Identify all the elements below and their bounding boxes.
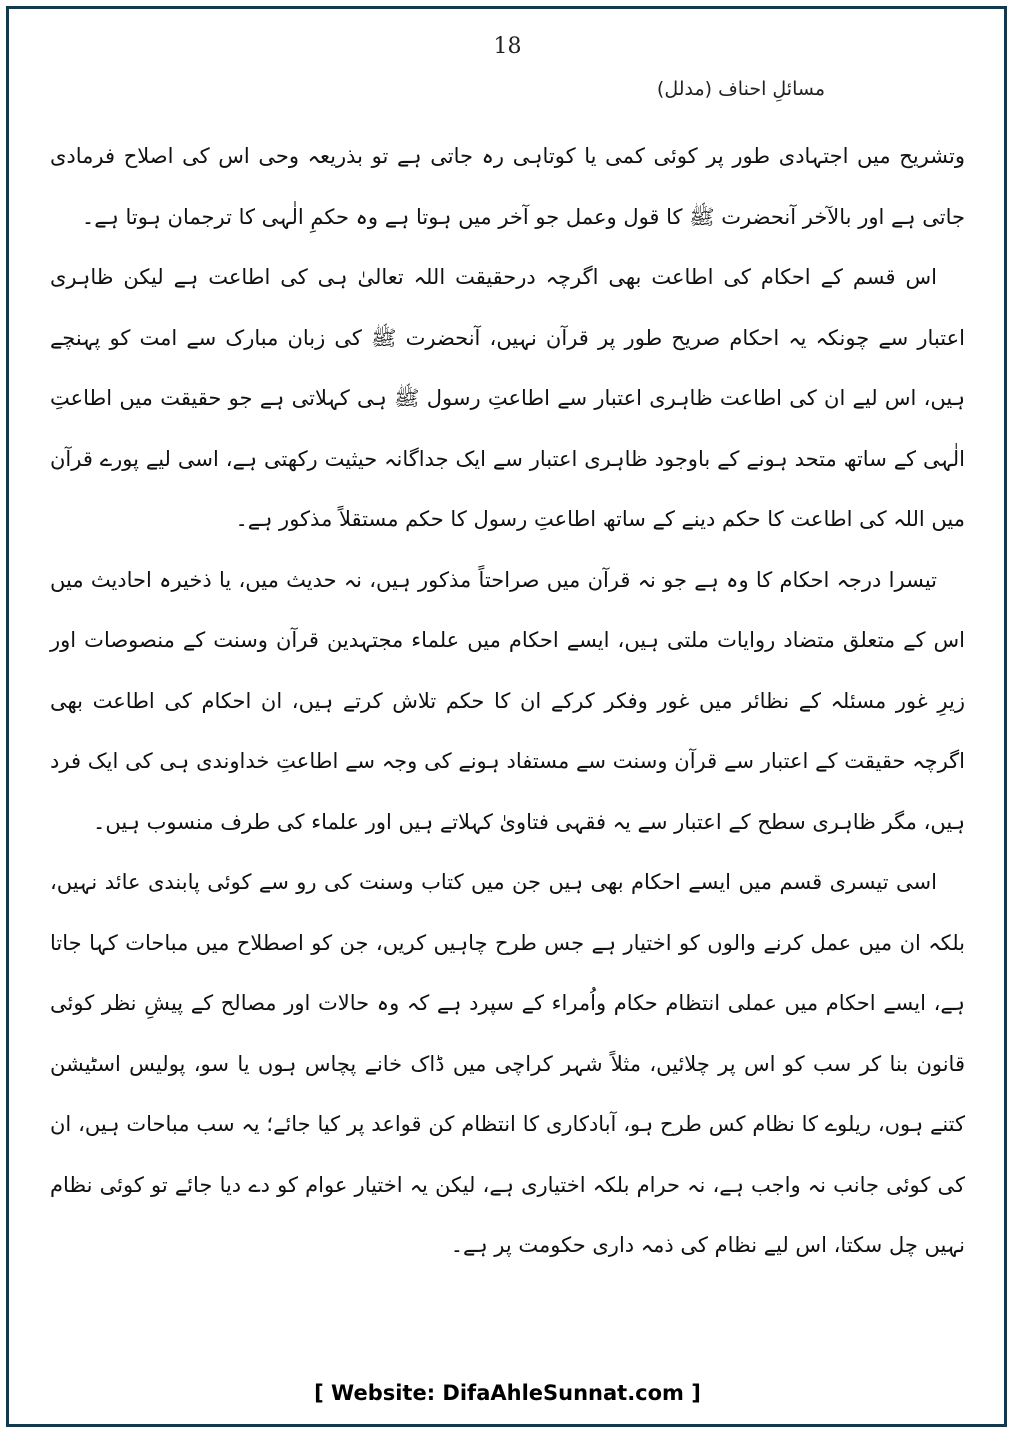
paragraph: اسی تیسری قسم میں ایسے احکام بھی ہیں جن میں کتاب وسنت کی رو سے کوئی پابندی عائد نہیں، بلکہ ان میں عمل کرنے والوں کو اختیار ہے جس طرح چاہیں کریں، جن کو اصطلاح میں مباحات کہا جاتا ہے، ایسے احکام میں عملی انتظام حکام واُمراء کے سپرد ہے کہ وہ حالات اور مصالح کے پیشِ نظر کوئی قانون بنا کر سب کو اس پر چلائیں، مثلاً شہر کراچی میں ڈاک خانے پچاس ہوں یا سو، پولیس اسٹیشن کتنے ہوں، ریلوے کا نظام کس طرح ہو، آبادکاری کا انتظام کن قواعد پر کیا جائے؛ یہ سب مباحات ہیں، ان کی کوئی جانب نہ واجب ہے، نہ حرام بلکہ اختیاری ہے، لیکن یہ اختیار عوام کو دے دیا جائے تو کوئی نظام نہیں چل سکتا، اس لیے نظام کی ذمہ داری حکومت پر ہے۔	[50, 870, 965, 1257]
website-footer: [ Website: DifaAhleSunnat.com ]	[314, 1381, 701, 1405]
paragraph-continuation: وتشریح میں اجتہادی طور پر کوئی کمی یا کوتاہی رہ جاتی ہے تو بذریعہ وحی اس کی اصلاح فرمادی جاتی ہے اور بالآخر آنحضرت ﷺ کا قول وعمل جو آخر میں ہوتا ہے وہ حکمِ الٰہی کا ترجمان ہوتا ہے۔	[50, 144, 965, 229]
paragraph: تیسرا درجہ احکام کا وہ ہے جو نہ قرآن میں صراحتاً مذکور ہیں، نہ حدیث میں، یا ذخیرہ احادیث میں اس کے متعلق متضاد روایات ملتی ہیں، ایسے احکام میں علماء مجتہدین قرآن وسنت کے منصوصات اور زیرِ غور مسئلہ کے نظائر میں غور وفکر کرکے ان کا حکم تلاش کرتے ہیں، ان احکام کی اطاعت بھی اگرچہ حقیقت کے اعتبار سے قرآن وسنت سے مستفاد ہونے کی وجہ سے اطاعتِ خداوندی ہی کی ایک فرد ہیں، مگر ظاہری سطح کے اعتبار سے یہ فقہی فتاویٰ کہلاتے ہیں اور علماء کی طرف منسوب ہیں۔	[50, 567, 965, 834]
page-number: 18	[493, 34, 522, 59]
running-header: مسائلِ احناف (مدلل)	[656, 78, 825, 100]
paragraph: اس قسم کے احکام کی اطاعت بھی اگرچہ درحقیقت اللہ تعالیٰ ہی کی اطاعت ہے لیکن ظاہری اعتبار سے چونکہ یہ احکام صریح طور پر قرآن نہیں، آنحضرت ﷺ کی زبان مبارک سے امت کو پہنچے ہیں، اس لیے ان کی اطاعت ظاہری اعتبار سے اطاعتِ رسول ﷺ ہی کہلاتی ہے جو حقیقت میں اطاعتِ الٰہی کے ساتھ متحد ہونے کے باوجود ظاہری اعتبار سے ایک جداگانہ حیثیت رکھتی ہے، اسی لیے پورے قرآن میں اللہ کی اطاعت کا حکم دینے کے ساتھ اطاعتِ رسول کا حکم مستقلاً مذکور ہے۔	[50, 265, 965, 531]
body-text	[50, 126, 965, 1276]
